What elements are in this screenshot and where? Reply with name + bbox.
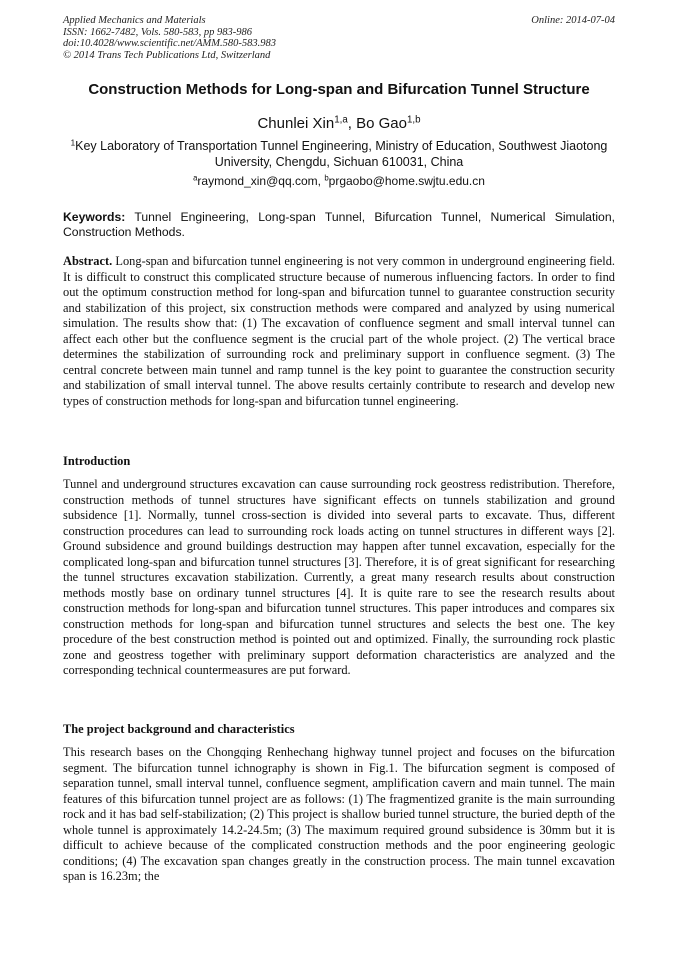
- author-superscript: 1,a: [334, 114, 348, 126]
- keywords-paragraph: [63, 210, 615, 240]
- affiliation-text: Key Laboratory of Transportation Tunnel Engineering, Ministry of Education, Southwest Jiaotong University, Chengdu, Sichuan 610031, China: [75, 139, 608, 169]
- email-superscript: b: [324, 173, 329, 183]
- paper-title: Construction Methods for Long-span and Bifurcation Tunnel Structure: [88, 81, 590, 98]
- email-line: [30, 174, 648, 188]
- section-heading-background: The project background and characteristics: [63, 722, 295, 736]
- affiliation: [66, 138, 612, 170]
- issn-line: ISSN: 1662-7482, Vols. 580-583, pp 983-986: [63, 26, 252, 38]
- abstract-label: Abstract.: [63, 254, 113, 268]
- introduction-paragraph: Tunnel and underground structures excavation can cause surrounding rock geostress redistribution. Therefore, construction methods of tunnel structures have significant effects on tunnels stabilization and ground subsidence [1]. Normally, tunnel cross-section is divided into several parts to excavate. Thus, different construction procedures can lead to surrounding rock loads acting on tunnel structures in different ways [2]. Ground subsidence and ground buildings destruction may happen after tunnel excavation, especially for the complicated long-span and bifurcation tunnel structures [3]. Therefore, it is of great significant for researching the tunnel structures excavation stabilization. Currently, a great many research results about construction methods mostly base on ordinary tunnel structures [4]. It is quite rare to see the research results about construction methods for long-span and bifurcation tunnel structures. This paper introduces and compares six construction methods for long-span and bifurcation tunnel structures and selects the best one. The key procedure of the best construction method is pointed out and optimized. Finally, the surrounding rock plastic zone and geostress together with preliminary support deformation characteristics are analyzed and the corresponding technical countermeasures are put forward.: [63, 477, 615, 677]
- background-paragraph: This research bases on the Chongqing Renhechang highway tunnel project and focuses on the bifurcation segment. The bifurcation tunnel ichnography is shown in Fig.1. The bifurcation segment is composed of separation tunnel, small interval tunnel, confluence segment, amplification cavern and main tunnel. The main features of this bifurcation tunnel project are as follows: (1) The fragmentized granite is the main surrounding rock and it has bad self-stabilization; (2) This project is shallow buried tunnel structure, the buried depth of the whole tunnel is approximately 14.2-24.5m; (3) The maximum required ground subsidence is 30mm but it is difficult to achieve because of the complicated construction methods and the poor engineering geologic conditions; (4) The excavation span changes greatly in the construction process. The main tunnel excavation span is 16.23m; the: [63, 745, 615, 883]
- author-superscript: 1,b: [406, 114, 421, 126]
- journal-header: [63, 15, 615, 61]
- author-line: [30, 115, 648, 132]
- email-link[interactable]: prgaobo@home.swjtu.edu.cn: [328, 174, 485, 188]
- journal-name: Applied Mechanics and Materials: [63, 15, 206, 26]
- email-superscript: a: [193, 173, 198, 183]
- copyright-line: © 2014 Trans Tech Publications Ltd, Switzerland: [63, 49, 271, 61]
- keywords-text: Tunnel Engineering, Long-span Tunnel, Bifurcation Tunnel, Numerical Simulation, Construction Methods.: [63, 210, 615, 239]
- abstract-text: Long-span and bifurcation tunnel engineering is not very common in underground engineering field. It is difficult to construct this complicated structure because of numerous influencing factors. In order to find out the optimum construction method for long-span and bifurcation tunnel to guarantee construction security and stabilization of this project, six construction methods were compared and analyzed by using numerical simulation. The results show that: (1) The excavation of confluence segment and small interval tunnel can affect each other but the confluence segment is the crucial part of the whole project. (2) The vertical brace determines the stabilization of surrounding rock and preliminary support in confluence segment. (3) The central concrete between main tunnel and ramp tunnel is the key point to guarantee the construction security and stabilization of small interval tunnel. The above results certainly contribute to research and develop new types of construction methods for long-span and bifurcation tunnel engineering.: [63, 254, 615, 408]
- affiliation-superscript: 1: [70, 138, 76, 148]
- email-separator: ,: [317, 174, 325, 188]
- author-separator: ,: [347, 115, 357, 132]
- abstract-paragraph: [63, 254, 615, 409]
- section-heading-introduction: Introduction: [63, 454, 131, 468]
- online-date: Online: 2014-07-04: [531, 15, 615, 26]
- author-name: Chunlei Xin: [257, 115, 335, 132]
- author-name: Bo Gao: [356, 115, 407, 132]
- email-link[interactable]: raymond_xin@qq.com: [197, 174, 318, 188]
- doi-line: doi:10.4028/www.scientific.net/AMM.580-583.983: [63, 38, 276, 49]
- keywords-label: Keywords:: [63, 210, 126, 224]
